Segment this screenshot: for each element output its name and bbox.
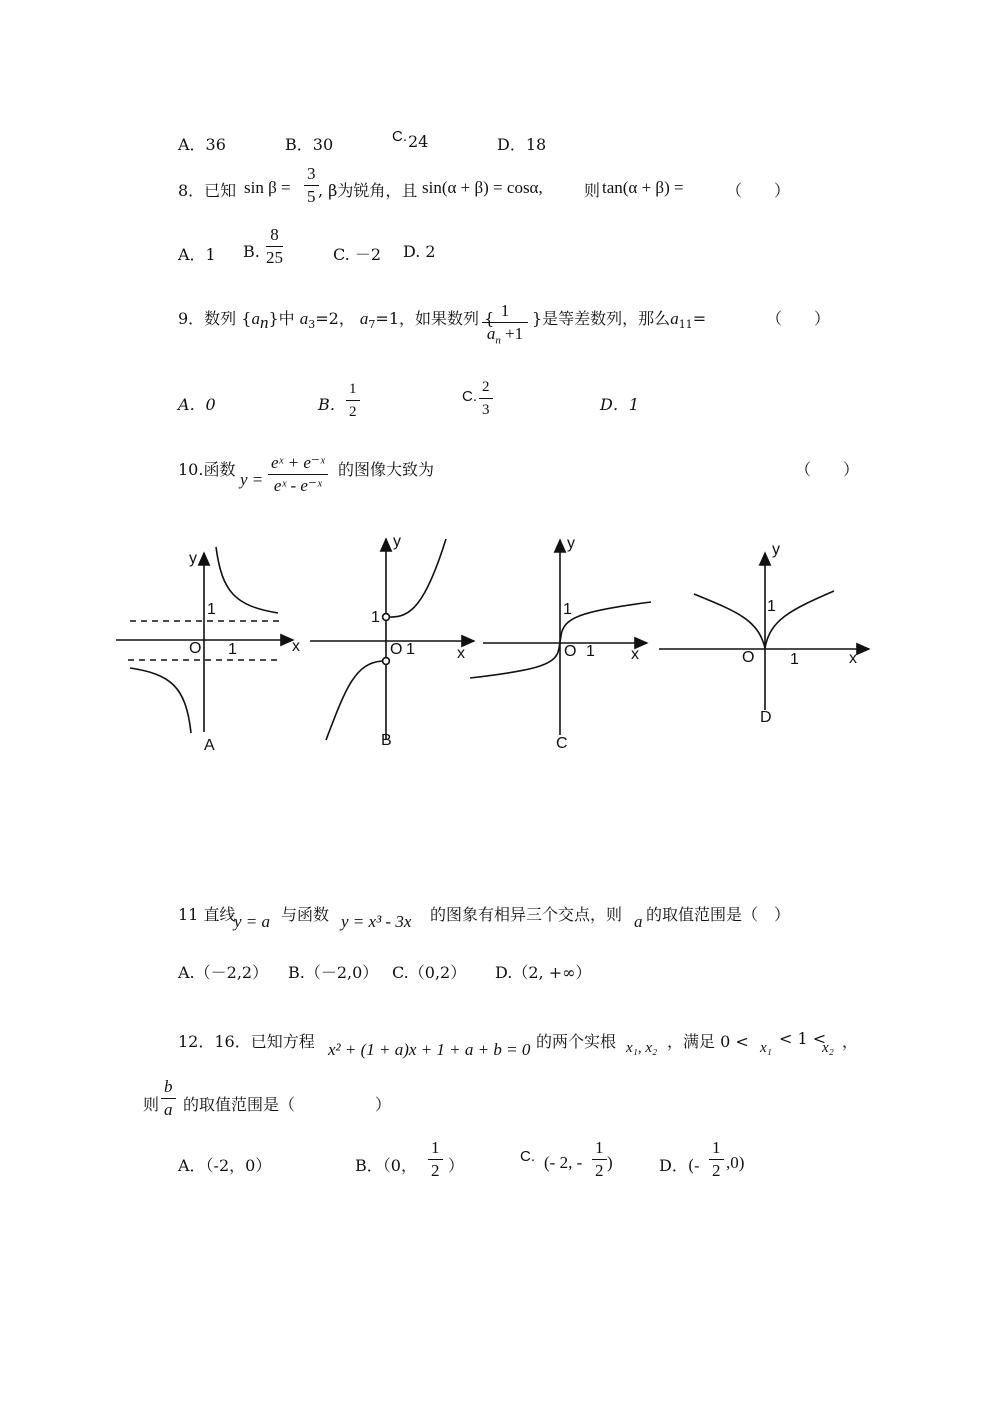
q12-text3: ，满足 0 < bbox=[667, 1032, 749, 1051]
q9-text2: }中 bbox=[268, 309, 295, 328]
q8-number: 8．已知 bbox=[178, 181, 237, 200]
q12-option-b-label: B．（0， bbox=[355, 1156, 417, 1175]
graph-a bbox=[116, 547, 293, 733]
graph-a-y-label: y bbox=[189, 550, 197, 567]
q9-a7-sub: 7 bbox=[368, 318, 376, 332]
graph-c-origin: O bbox=[564, 643, 577, 660]
q8-frac-num: 3 bbox=[304, 163, 319, 186]
q12-roots: x₁, x₂ bbox=[626, 1040, 658, 1056]
graph-b-y-label: y bbox=[393, 533, 401, 550]
q11-a: a bbox=[634, 912, 643, 931]
q10-den: eˣ - e⁻ˣ bbox=[273, 476, 322, 495]
q9-a11: a bbox=[670, 309, 679, 328]
q9-text1: 9．数列 { bbox=[178, 309, 252, 328]
q11-option-a: A.（－2,2） bbox=[178, 963, 269, 982]
q8-then: 则 bbox=[584, 181, 601, 200]
q8-cond1: , β为锐角，且 bbox=[318, 181, 418, 200]
q12-c-num: 1 bbox=[592, 1137, 607, 1160]
q9-option-b-label: B． bbox=[318, 395, 346, 414]
q11-text3: 的图象有相异三个交点，则 bbox=[430, 905, 623, 924]
q12-option-d-label: D．(- bbox=[659, 1156, 700, 1175]
q9-c-num: 2 bbox=[479, 376, 493, 399]
q7-option-d: D．18 bbox=[497, 135, 547, 154]
q8-paren: （ ） bbox=[726, 181, 791, 200]
graph-d-y-label: y bbox=[772, 541, 780, 558]
graph-a-labels bbox=[189, 550, 300, 754]
graph-d-origin: O bbox=[742, 649, 755, 666]
q9-option-a: A．0 bbox=[178, 395, 216, 414]
graph-c-tick-x: 1 bbox=[586, 643, 595, 660]
graph-d-tick-x: 1 bbox=[790, 651, 799, 668]
q8-cond2: sin(α + β) = cosα, bbox=[422, 178, 543, 197]
q10-y-eq: y = bbox=[240, 470, 264, 489]
q9-a7: a bbox=[359, 309, 369, 328]
q9-a3-sub: 3 bbox=[308, 318, 316, 332]
q9-frac-num: 1 bbox=[482, 300, 528, 323]
q7-option-b: B．30 bbox=[285, 135, 334, 154]
q7-option-c-label: C. bbox=[392, 128, 407, 145]
graph-a-tick-x: 1 bbox=[228, 641, 237, 658]
q12-option-c-label: C. bbox=[520, 1148, 535, 1165]
graph-b bbox=[310, 539, 474, 740]
graph-b-x-label: x bbox=[457, 645, 465, 662]
q12-line2-post: 的取值范围是（ ） bbox=[183, 1095, 392, 1114]
q12-option-a: A．（-2，0） bbox=[178, 1156, 272, 1175]
graph-b-tick-x: 1 bbox=[406, 641, 415, 658]
q9-b-den: 2 bbox=[349, 404, 357, 420]
q9-c-den: 3 bbox=[482, 402, 490, 418]
graph-a-x-label: x bbox=[292, 638, 300, 655]
q9-b-num: 1 bbox=[346, 378, 360, 401]
q7-option-c-value: 24 bbox=[408, 132, 429, 151]
q9-a11-sub: 11 bbox=[678, 318, 693, 332]
q12-equation: x² + (1 + a)x + 1 + a + b = 0 bbox=[328, 1040, 531, 1059]
q11-text2: 与函数 bbox=[281, 905, 330, 924]
q11-func: y = x³ - 3x bbox=[341, 912, 412, 931]
q10-num: eˣ + e⁻ˣ bbox=[268, 452, 328, 475]
q12-option-b-fraction bbox=[428, 1137, 443, 1182]
q9-an-sub: n bbox=[259, 313, 269, 333]
q9-a7-val: =1，如果数列 { bbox=[375, 309, 495, 328]
graph-b-caption: B bbox=[381, 732, 392, 749]
q9-paren: （ ） bbox=[766, 309, 831, 328]
q12-line2-pre: 则 bbox=[143, 1095, 160, 1114]
q9-frac-den-sub: n bbox=[495, 334, 501, 347]
q10-tail: 的图像大致为 bbox=[338, 460, 435, 479]
q12-text1: 12．16．已知方程 bbox=[178, 1032, 315, 1051]
q9-frac-den-tail: +1 bbox=[500, 324, 524, 343]
q11-option-c: C.（0,2） bbox=[392, 963, 467, 982]
q12-ratio-fraction bbox=[161, 1076, 176, 1121]
q12-x1: x₁ bbox=[760, 1040, 772, 1056]
q12-text2: 的两个实根 bbox=[536, 1032, 617, 1051]
q9-frac-den-a: a bbox=[486, 324, 496, 343]
graph-b-origin: O bbox=[390, 641, 403, 658]
q12-x2: x₂ bbox=[822, 1040, 834, 1056]
q9-a3-val: =2， bbox=[315, 309, 355, 328]
graph-c-y-label: y bbox=[567, 535, 575, 552]
q7-option-a: A．36 bbox=[178, 135, 226, 154]
graph-d bbox=[659, 553, 869, 710]
q12-text5: ， bbox=[842, 1032, 859, 1051]
graph-b-tick-y: 1 bbox=[371, 609, 380, 626]
q9-an: a bbox=[251, 309, 260, 328]
q9-option-d: D．1 bbox=[600, 395, 640, 414]
graph-a-tick-y: 1 bbox=[207, 601, 216, 618]
q11-text4: 的取值范围是（ ） bbox=[646, 905, 791, 924]
q9-text3: }是等差数列，那么 bbox=[532, 309, 671, 328]
graph-a-origin: O bbox=[189, 640, 202, 657]
q9-option-c-label: C. bbox=[462, 388, 477, 405]
q12-option-c-fraction bbox=[592, 1137, 607, 1182]
q12-option-c-tail: ) bbox=[607, 1153, 613, 1172]
q12-option-d-fraction bbox=[709, 1137, 724, 1182]
graph-d-x-label: x bbox=[849, 650, 857, 667]
graph-c-caption: C bbox=[556, 735, 568, 752]
q12-b-den: 2 bbox=[431, 1161, 440, 1180]
q12-option-d-tail: ,0) bbox=[726, 1153, 745, 1172]
q12-d-den: 2 bbox=[712, 1161, 721, 1180]
q12-text4: < 1 < bbox=[779, 1029, 827, 1048]
q12-frac-den: a bbox=[164, 1100, 173, 1119]
graph-c-tick-y: 1 bbox=[563, 601, 572, 618]
q11-option-d: D.（2, +∞） bbox=[495, 963, 592, 982]
q12-d-num: 1 bbox=[709, 1137, 724, 1160]
graph-c bbox=[470, 540, 651, 735]
q8-ask: tan(α + β) = bbox=[602, 178, 684, 197]
q11-line: y = a bbox=[234, 912, 271, 931]
q12-b-num: 1 bbox=[428, 1137, 443, 1160]
q10-label: 10.函数 bbox=[178, 460, 236, 479]
q9-a3: a bbox=[299, 309, 309, 328]
q10-paren: （ ） bbox=[795, 460, 860, 479]
q8-option-a: A．1 bbox=[178, 245, 216, 264]
q8-b-den: 25 bbox=[266, 248, 283, 267]
q11-option-b: B.（－2,0） bbox=[288, 963, 379, 982]
q9-a11-tail: = bbox=[692, 309, 707, 328]
q12-c-den: 2 bbox=[595, 1161, 604, 1180]
graph-d-tick-y: 1 bbox=[767, 598, 776, 615]
q8-frac-den: 5 bbox=[307, 187, 316, 206]
q8-option-c: C. －2 bbox=[333, 245, 382, 264]
graph-a-caption: A bbox=[204, 737, 215, 754]
q8-b-num: 8 bbox=[266, 224, 283, 247]
q8-option-d: D. 2 bbox=[403, 242, 436, 261]
q12-option-b-tail: ） bbox=[448, 1156, 465, 1175]
q12-option-c-pre: (- 2, - bbox=[544, 1153, 583, 1172]
graph-d-caption: D bbox=[760, 709, 772, 726]
q8-sin-beta: sin β = bbox=[244, 178, 291, 197]
q11-text1: 11 直线 bbox=[178, 905, 236, 924]
graph-c-x-label: x bbox=[631, 646, 639, 663]
q12-frac-num: b bbox=[161, 1076, 176, 1099]
q8-option-b-label: B. bbox=[243, 242, 260, 261]
